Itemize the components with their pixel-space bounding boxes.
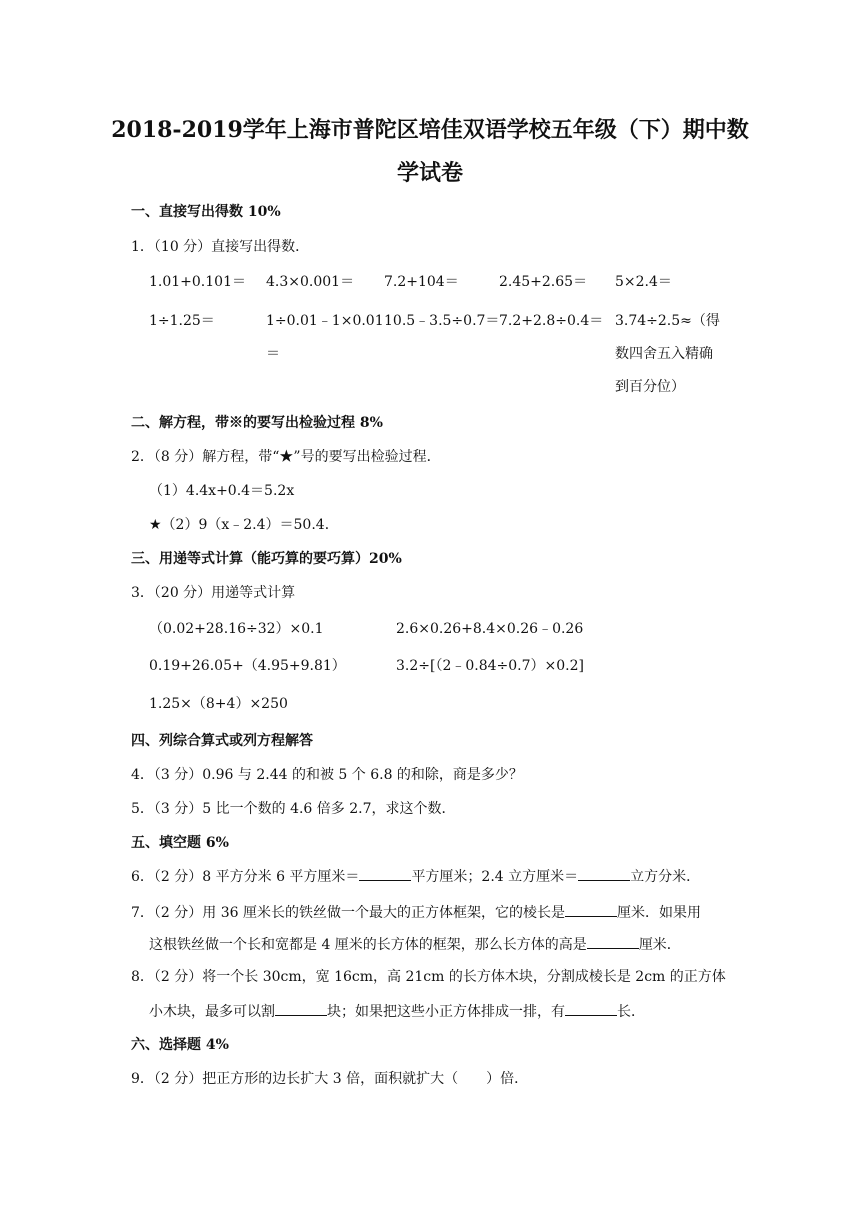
- q6-text-b: 平方厘米；2.4 立方厘米＝: [411, 869, 579, 885]
- answer-blank: [565, 1001, 617, 1016]
- q1-item: 1.01+0.101＝: [149, 274, 246, 290]
- q1-item-continuation: 数四舍五入精确: [615, 346, 713, 362]
- section-heading-6: 六、选择题 4%: [131, 1037, 229, 1053]
- question-5: 5．（3 分）5 比一个数的 4.6 倍多 2.7，求这个数．: [131, 801, 456, 817]
- q7-text-b: 厘米．如果用: [616, 905, 701, 921]
- q8-text-b: 小木块，最多可以割: [149, 1004, 275, 1020]
- q1-item: 4.3×0.001＝: [266, 274, 355, 290]
- q3-expression: 3.2÷[（2﹣0.84÷0.7）×0.2]: [396, 658, 584, 674]
- q7-text-d: 厘米．: [638, 937, 681, 953]
- q1-item-continuation: 到百分位）: [615, 379, 685, 395]
- section-heading-2: 二、解方程，带※的要写出检验过程 8%: [131, 415, 383, 431]
- section-heading-1: 一、直接写出得数 10%: [131, 204, 281, 220]
- question-6: [131, 866, 700, 887]
- q3-expression: （0.02+28.16÷32）×0.1: [149, 621, 324, 637]
- question-2-part-2: ★（2）9（x﹣2.4）＝50.4．: [149, 517, 339, 533]
- q6-text-c: 立方分米．: [630, 869, 701, 885]
- q1-item: 10.5﹣3.5÷0.7＝: [384, 313, 500, 329]
- question-8-line2: [149, 1001, 645, 1022]
- q8-text-c: 块；如果把这些小正方体排成一排，有: [327, 1004, 565, 1020]
- answer-blank: [359, 866, 411, 881]
- q8-text-d: 长．: [617, 1004, 645, 1020]
- question-4: 4．（3 分）0.96 与 2.44 的和被 5 个 6.8 的和除，商是多少？: [131, 767, 523, 783]
- exam-title-line2: 学试卷: [396, 160, 463, 186]
- question-1-stem: 1．（10 分）直接写出得数．: [131, 239, 310, 255]
- section-heading-3: 三、用递等式计算（能巧算的要巧算）20%: [131, 551, 402, 567]
- q3-expression: 2.6×0.26+8.4×0.26﹣0.26: [396, 621, 584, 637]
- q3-expression: 0.19+26.05+（4.95+9.81）: [149, 658, 346, 674]
- question-8-line1: 8．（2 分）将一个长 30cm，宽 16cm，高 21cm 的长方体木块，分割成棱长是 2cm 的正方体: [131, 969, 726, 985]
- q7-text-a: 7．（2 分）用 36 厘米长的铁丝做一个最大的正方体框架，它的棱长是: [131, 905, 565, 921]
- q1-item-continuation: ＝: [266, 346, 280, 362]
- question-2-stem: 2．（8 分）解方程，带“★”号的要写出检验过程．: [131, 449, 441, 465]
- q3-expression: 1.25×（8+4）×250: [149, 696, 288, 712]
- q1-item: 1÷0.01﹣1×0.01: [266, 313, 384, 329]
- answer-blank: [565, 902, 617, 917]
- q6-text-a: 6．（2 分）8 平方分米 6 平方厘米＝: [131, 869, 360, 885]
- q7-text-c: 这根铁丝做一个长和宽都是 4 厘米的长方体的框架，那么长方体的高是: [149, 937, 587, 953]
- answer-blank: [587, 934, 639, 949]
- question-9: 9．（2 分）把正方形的边长扩大 3 倍，面积就扩大（ ）倍．: [131, 1071, 529, 1087]
- question-7-line2: [149, 934, 681, 955]
- question-7-line1: [131, 902, 701, 923]
- q1-item: 5×2.4＝: [615, 274, 672, 290]
- answer-blank: [578, 866, 630, 881]
- exam-title-line1: 2018-2019学年上海市普陀区培佳双语学校五年级（下）期中数: [111, 117, 749, 143]
- q1-item: 7.2+104＝: [384, 274, 459, 290]
- q1-item: 1÷1.25＝: [149, 313, 215, 329]
- q1-item: 3.74÷2.5≈（得: [615, 313, 720, 329]
- answer-blank: [275, 1001, 327, 1016]
- q1-item: 2.45+2.65＝: [499, 274, 588, 290]
- q1-item: 7.2+2.8÷0.4＝: [499, 313, 604, 329]
- section-heading-4: 四、列综合算式或列方程解答: [131, 733, 313, 749]
- question-2-part-1: （1）4.4x+0.4＝5.2x: [149, 483, 295, 499]
- section-heading-5: 五、填空题 6%: [131, 835, 229, 851]
- question-3-stem: 3．（20 分）用递等式计算: [131, 585, 296, 601]
